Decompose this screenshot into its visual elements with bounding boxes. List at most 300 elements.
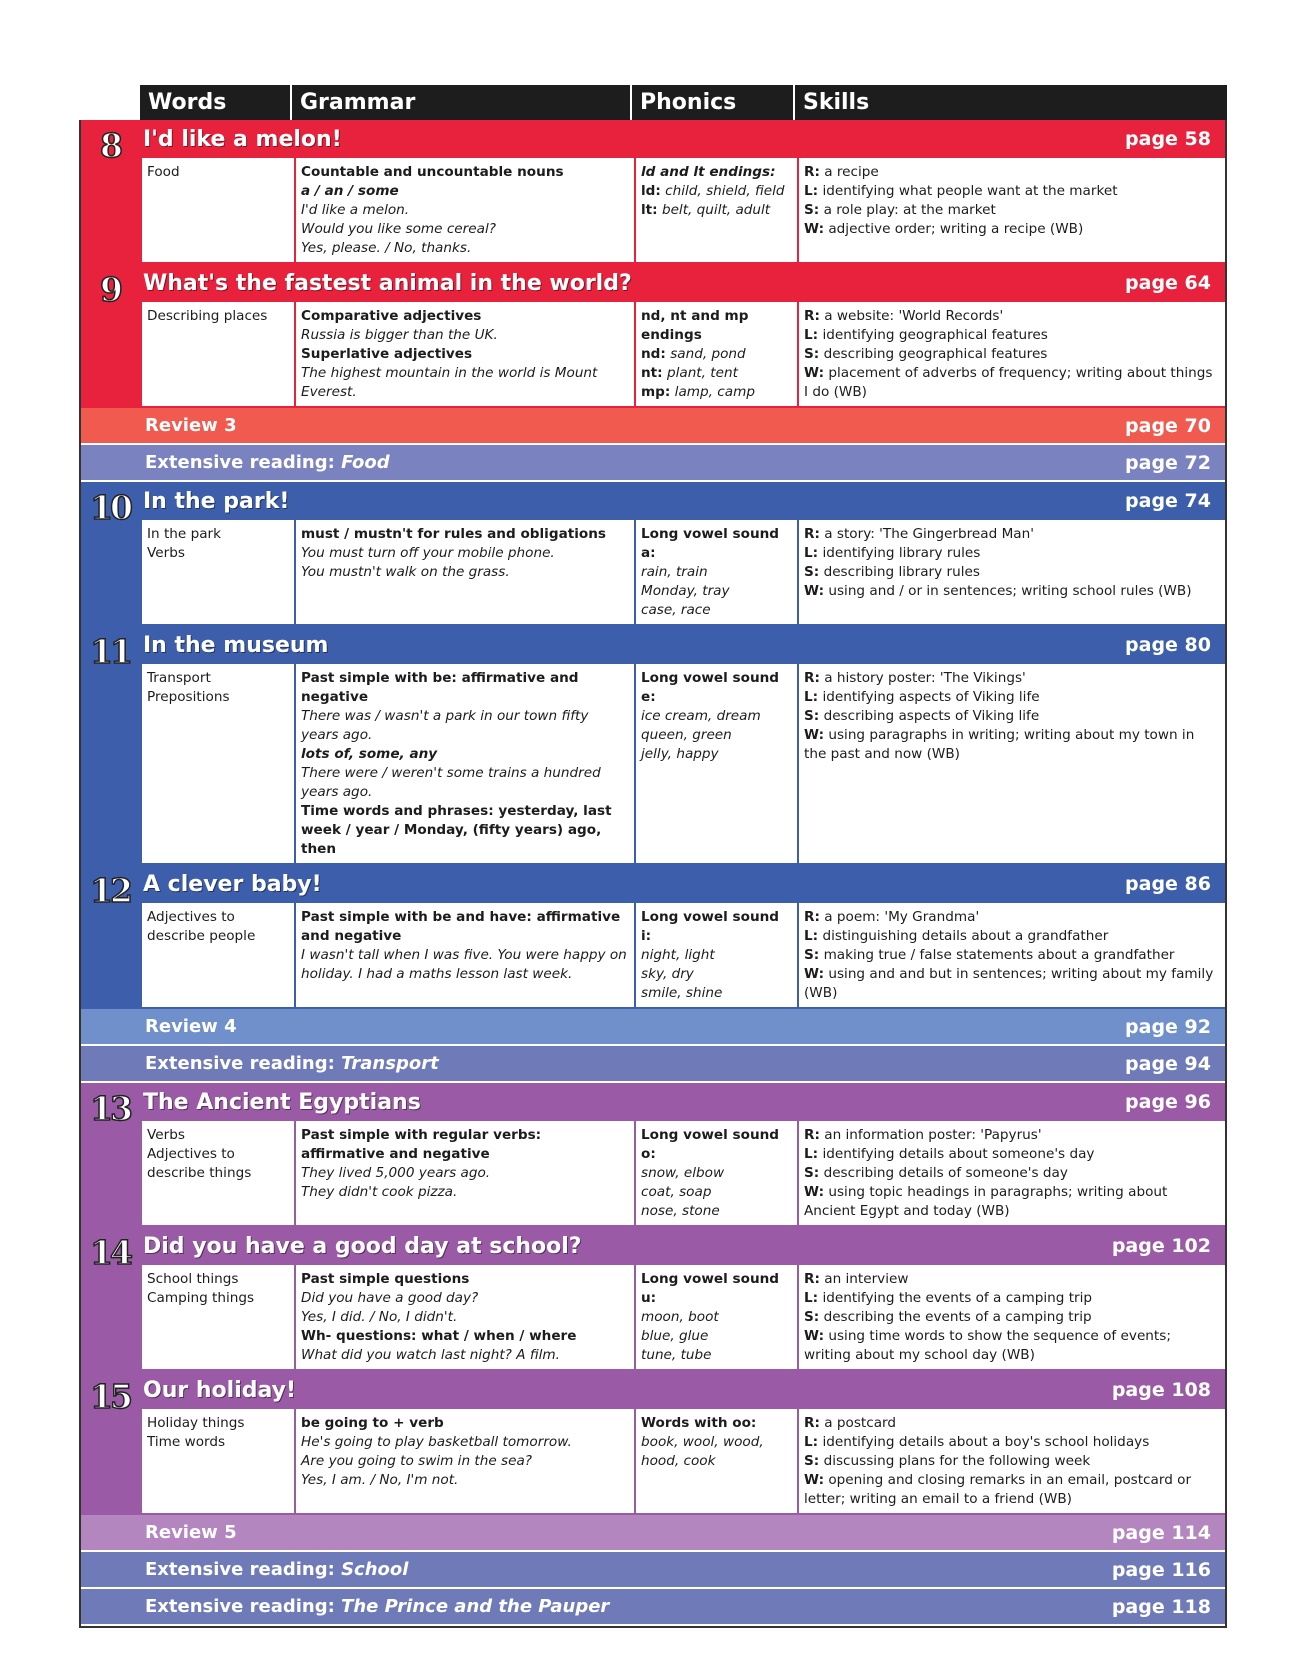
phonics-line [641,201,792,220]
grammar-line: Yes, please. / No, thanks. [301,240,472,256]
skills-key: L: [804,545,819,561]
grammar-line: Time words and phrases: yesterday, last week / year / Monday, (fifty years) ago, then [301,803,612,857]
skills-key: S: [804,1453,820,1469]
unit-title-bar [142,1227,1225,1265]
skills-key: W: [804,221,825,237]
phonics-text: rain, train [641,564,708,580]
unit-number: 13 [90,1089,130,1128]
band-title [145,1559,408,1580]
unit-title-bar [142,120,1225,158]
skills-line [804,1452,1217,1471]
unit-title: I'd like a melon! [143,126,342,152]
unit-page: page 108 [1111,1379,1211,1401]
skills-text: discussing plans for the following week [823,1453,1091,1469]
skills-key: L: [804,1146,819,1162]
phonics-line [641,1346,792,1365]
skills-line [804,525,1217,544]
skills-line [804,1164,1217,1183]
unit-title: In the park! [143,488,290,514]
skills-key: L: [804,928,819,944]
unit-body [142,1227,1225,1371]
band-page: page 116 [1111,1558,1211,1581]
skills-cell [797,520,1225,624]
phonics-text: Words with oo: [641,1415,757,1431]
band-title [145,415,237,436]
phonics-text: Long vowel sound e: [641,670,780,705]
phonics-text: queen, green [641,727,732,743]
grammar-cell [294,664,634,863]
skills-line [804,1126,1217,1145]
unit-number: 10 [90,488,130,527]
phonics-words: sand, pond [670,346,746,362]
skills-text: adjective order; writing a recipe (WB) [828,221,1084,237]
unit-page: page 96 [1125,1091,1211,1113]
phonics-words: belt, quilt, adult [661,202,771,218]
phonics-key: lt: [641,202,658,218]
unit-title: Did you have a good day at school? [143,1233,582,1259]
unit-title: The Ancient Egyptians [143,1089,421,1115]
band-topic: Transport [341,1053,439,1074]
grammar-cell [294,1265,634,1369]
unit-number-column [81,264,142,408]
unit-content-row [142,1409,1225,1515]
grammar-line: There was / wasn't a park in our town fifty years ago. [301,708,589,743]
words-cell [142,302,294,406]
skills-key: W: [804,1328,825,1344]
skills-key: S: [804,202,820,218]
band-title [145,1016,237,1037]
grammar-line: Wh- questions: what / when / where [301,1328,577,1344]
skills-line [804,563,1217,582]
skills-line [804,1471,1217,1509]
words-item: Adjectives to describe things [147,1146,252,1181]
words-cell [142,1265,294,1369]
unit-content-row [142,158,1225,264]
band-label: Extensive reading: [145,1053,335,1074]
band-review4 [81,1009,1225,1046]
skills-line [804,1308,1217,1327]
skills-text: a website: 'World Records' [824,308,1004,324]
unit-page: page 74 [1125,490,1211,512]
skills-key: R: [804,526,820,542]
skills-line [804,707,1217,726]
unit-title: Our holiday! [143,1377,297,1403]
skills-line [804,927,1217,946]
skills-text: using paragraphs in writing; writing about my town in the past and now (WB) [804,727,1195,762]
skills-key: S: [804,947,820,963]
skills-line [804,1270,1217,1289]
phonics-text: Monday, tray [641,583,730,599]
grammar-line: You must turn off your mobile phone. [301,545,555,561]
phonics-line [641,383,792,402]
unit-title: In the museum [143,632,329,658]
skills-key: S: [804,564,820,580]
grammar-line: Are you going to swim in the sea? [301,1453,533,1469]
grammar-line: Would you like some cereal? [301,221,496,237]
skills-key: L: [804,183,819,199]
unit-number-column [81,1371,142,1515]
band-page: page 94 [1125,1052,1211,1075]
grammar-line: Did you have a good day? [301,1290,479,1306]
skills-key: S: [804,346,820,362]
phonics-text: snow, elbow [641,1165,725,1181]
skills-line [804,1433,1217,1452]
unit-title: A clever baby! [143,871,322,897]
phonics-text: Long vowel sound i: [641,909,780,944]
skills-cell [797,302,1225,406]
unit-14 [81,1227,1225,1371]
skills-text: identifying aspects of Viking life [822,689,1040,705]
skills-cell [797,1121,1225,1225]
unit-page: page 58 [1125,128,1211,150]
words-item: Food [147,164,180,180]
skills-text: a poem: 'My Grandma' [824,909,980,925]
unit-content-row [142,664,1225,865]
unit-13 [81,1083,1225,1227]
grammar-line: Past simple questions [301,1271,470,1287]
band-page: page 72 [1125,451,1211,474]
phonics-text: coat, soap [641,1184,712,1200]
phonics-words: plant, tent [666,365,738,381]
skills-text: using time words to show the sequence of events; writing about my school day (WB) [804,1328,1171,1363]
unit-title-bar [142,482,1225,520]
grammar-cell [294,903,634,1007]
phonics-cell [634,1265,797,1369]
band-label: Extensive reading: [145,452,335,473]
grammar-line: They didn't cook pizza. [301,1184,458,1200]
phonics-text: moon, boot [641,1309,719,1325]
phonics-line [641,525,792,563]
skills-text: describing the events of a camping trip [823,1309,1092,1325]
skills-key: W: [804,1184,825,1200]
grammar-line: Russia is bigger than the UK. [301,327,498,343]
phonics-text: Long vowel sound a: [641,526,780,561]
words-cell [142,903,294,1007]
phonics-line [641,1270,792,1308]
band-page: page 92 [1125,1015,1211,1038]
grammar-line: Past simple with be and have: affirmative and negative [301,909,621,944]
grammar-line: Past simple with regular verbs: affirmative and negative [301,1127,542,1162]
phonics-line [641,1308,792,1327]
skills-key: R: [804,1415,820,1431]
skills-line [804,946,1217,965]
grammar-cell [294,302,634,406]
phonics-cell [634,903,797,1007]
unit-title: What's the fastest animal in the world? [143,270,632,296]
skills-text: identifying geographical features [822,327,1048,343]
phonics-line [641,1452,792,1471]
skills-cell [797,903,1225,1007]
skills-text: opening and closing remarks in an email, postcard or letter; writing an email to a friend (WB) [804,1472,1192,1507]
grammar-line: must / mustn't for rules and obligations [301,526,607,542]
grammar-line: be going to + verb [301,1415,444,1431]
skills-text: an interview [824,1271,909,1287]
grammar-line: They lived 5,000 years ago. [301,1165,491,1181]
unit-page: page 102 [1111,1235,1211,1257]
unit-body [142,1083,1225,1227]
grammar-cell [294,1121,634,1225]
phonics-cell [634,1409,797,1513]
skills-text: identifying details about someone's day [822,1146,1095,1162]
unit-body [142,626,1225,865]
band-review5 [81,1515,1225,1552]
phonics-line [641,1414,792,1433]
unit-15 [81,1371,1225,1515]
band-ext_prince [81,1589,1225,1626]
skills-line [804,908,1217,927]
skills-text: making true / false statements about a grandfather [823,947,1175,963]
unit-number: 11 [90,632,130,671]
phonics-line [641,669,792,707]
skills-line [804,726,1217,764]
skills-line [804,220,1217,239]
skills-line [804,1183,1217,1221]
unit-10 [81,482,1225,626]
band-label: Review 5 [145,1522,237,1543]
band-topic: The Prince and the Pauper [341,1596,610,1617]
band-title [145,452,390,473]
phonics-line [641,601,792,620]
grammar-line: Yes, I am. / No, I'm not. [301,1472,459,1488]
skills-cell [797,1409,1225,1513]
phonics-text: case, race [641,602,711,618]
skills-text: describing library rules [823,564,980,580]
unit-content-row [142,520,1225,626]
grammar-line: I'd like a melon. [301,202,410,218]
unit-page: page 64 [1125,272,1211,294]
words-item: Describing places [147,308,268,324]
phonics-words: lamp, camp [674,384,755,400]
phonics-key: mp: [641,384,671,400]
unit-body [142,865,1225,1009]
grammar-line: You mustn't walk on the grass. [301,564,510,580]
words-item: Holiday things [147,1415,245,1431]
band-label: Review 4 [145,1016,237,1037]
skills-line [804,965,1217,1003]
words-item: Verbs [147,1127,185,1143]
phonics-text: ice cream, dream [641,708,761,724]
unit-title-bar [142,264,1225,302]
band-topic: School [341,1559,409,1580]
skills-text: a postcard [824,1415,897,1431]
words-item: Time words [147,1434,226,1450]
skills-cell [797,664,1225,863]
band-title [145,1053,439,1074]
skills-text: a role play: at the market [823,202,996,218]
unit-number: 14 [90,1233,130,1272]
unit-content-row [142,1265,1225,1371]
phonics-text: Long vowel sound o: [641,1127,780,1162]
phonics-text: ld and lt endings: [641,164,776,180]
phonics-text: blue, glue [641,1328,709,1344]
words-item: Prepositions [147,689,230,705]
grammar-line: What did you watch last night? A film. [301,1347,560,1363]
phonics-line [641,364,792,383]
phonics-line [641,984,792,1003]
phonics-text: nd, nt and mp endings [641,308,749,343]
skills-text: identifying details about a boy's school holidays [822,1434,1150,1450]
header-words: Words [140,85,292,120]
skills-text: placement of adverbs of frequency; writing about things I do (WB) [804,365,1213,400]
skills-text: describing geographical features [823,346,1048,362]
phonics-key: nd: [641,346,666,362]
grammar-line: The highest mountain in the world is Mount Everest. [301,365,598,400]
phonics-text: book, wool, wood, [641,1434,764,1450]
skills-cell [797,1265,1225,1369]
skills-text: describing aspects of Viking life [823,708,1040,724]
unit-number: 15 [90,1377,130,1416]
phonics-line [641,707,792,726]
grammar-line: Countable and uncountable nouns [301,164,564,180]
words-item: Adjectives to describe people [147,909,256,944]
phonics-text: jelly, happy [641,746,719,762]
unit-content-row [142,302,1225,408]
band-label: Extensive reading: [145,1596,335,1617]
phonics-line [641,726,792,745]
unit-content-row [142,1121,1225,1227]
phonics-key: nt: [641,365,663,381]
unit-body [142,482,1225,626]
phonics-line [641,1327,792,1346]
band-ext_transport [81,1046,1225,1083]
words-item: In the park [147,526,221,542]
skills-line [804,544,1217,563]
phonics-line [641,946,792,965]
phonics-text: night, light [641,947,715,963]
unit-number: 12 [90,871,130,910]
unit-11 [81,626,1225,865]
phonics-cell [634,1121,797,1225]
skills-cell [797,158,1225,262]
unit-number-column [81,1083,142,1227]
skills-text: describing details of someone's day [823,1165,1068,1181]
unit-title-bar [142,1371,1225,1409]
skills-key: R: [804,909,820,925]
skills-line [804,307,1217,326]
unit-number: 9 [100,270,120,309]
skills-key: L: [804,689,819,705]
band-page: page 70 [1125,414,1211,437]
skills-line [804,1289,1217,1308]
phonics-line [641,1183,792,1202]
phonics-text: tune, tube [641,1347,712,1363]
words-item: School things [147,1271,239,1287]
skills-line [804,1327,1217,1365]
phonics-text: Long vowel sound u: [641,1271,780,1306]
band-label: Extensive reading: [145,1559,335,1580]
phonics-line [641,1126,792,1164]
skills-line [804,669,1217,688]
unit-content-row [142,903,1225,1009]
skills-text: distinguishing details about a grandfather [822,928,1109,944]
grammar-line: He's going to play basketball tomorrow. [301,1434,572,1450]
words-cell [142,520,294,624]
phonics-line [641,965,792,984]
band-title [145,1522,237,1543]
band-page: page 114 [1111,1521,1211,1544]
band-label: Review 3 [145,415,237,436]
unit-title-bar [142,865,1225,903]
phonics-line [641,563,792,582]
grammar-line: Past simple with be: affirmative and negative [301,670,579,705]
grammar-cell [294,158,634,262]
unit-number: 8 [100,126,120,165]
skills-text: identifying the events of a camping trip [822,1290,1093,1306]
phonics-text: smile, shine [641,985,723,1001]
skills-line [804,1414,1217,1433]
skills-key: W: [804,365,825,381]
words-cell [142,1409,294,1513]
skills-line [804,345,1217,364]
skills-line [804,688,1217,707]
phonics-line [641,163,792,182]
skills-key: R: [804,1127,820,1143]
skills-key: W: [804,583,825,599]
phonics-text: sky, dry [641,966,694,982]
phonics-line [641,1433,792,1452]
grammar-line: a / an / some [301,183,399,199]
skills-text: using and and but in sentences; writing about my family (WB) [804,966,1214,1001]
band-review3 [81,408,1225,445]
skills-key: R: [804,670,820,686]
skills-text: using topic headings in paragraphs; writing about Ancient Egypt and today (WB) [804,1184,1168,1219]
skills-line [804,182,1217,201]
phonics-text: nose, stone [641,1203,720,1219]
unit-title-bar [142,1083,1225,1121]
skills-key: W: [804,966,825,982]
phonics-line [641,307,792,345]
grammar-line: There were / weren't some trains a hundred years ago. [301,765,601,800]
skills-line [804,163,1217,182]
table-header [140,85,1227,120]
skills-text: identifying library rules [822,545,981,561]
skills-key: W: [804,1472,825,1488]
words-item: Camping things [147,1290,255,1306]
skills-text: using and / or in sentences; writing school rules (WB) [828,583,1192,599]
words-cell [142,1121,294,1225]
unit-9 [81,264,1225,408]
unit-8 [81,120,1225,264]
band-title [145,1596,609,1617]
header-grammar: Grammar [292,85,632,120]
skills-key: S: [804,1165,820,1181]
skills-key: L: [804,1434,819,1450]
band-page: page 118 [1111,1595,1211,1618]
words-cell [142,664,294,863]
unit-number-column [81,482,142,626]
grammar-line: Comparative adjectives [301,308,482,324]
phonics-words: child, shield, field [665,183,785,199]
phonics-line [641,345,792,364]
skills-line [804,1145,1217,1164]
skills-line [804,582,1217,601]
skills-key: W: [804,727,825,743]
skills-key: S: [804,708,820,724]
grammar-line: Superlative adjectives [301,346,473,362]
phonics-line [641,1202,792,1221]
phonics-line [641,908,792,946]
band-ext_food [81,445,1225,482]
unit-12 [81,865,1225,1009]
unit-body [142,264,1225,408]
grammar-cell [294,520,634,624]
skills-key: L: [804,1290,819,1306]
unit-page: page 80 [1125,634,1211,656]
phonics-cell [634,664,797,863]
unit-number-column [81,1227,142,1371]
skills-line [804,364,1217,402]
unit-number-column [81,120,142,264]
